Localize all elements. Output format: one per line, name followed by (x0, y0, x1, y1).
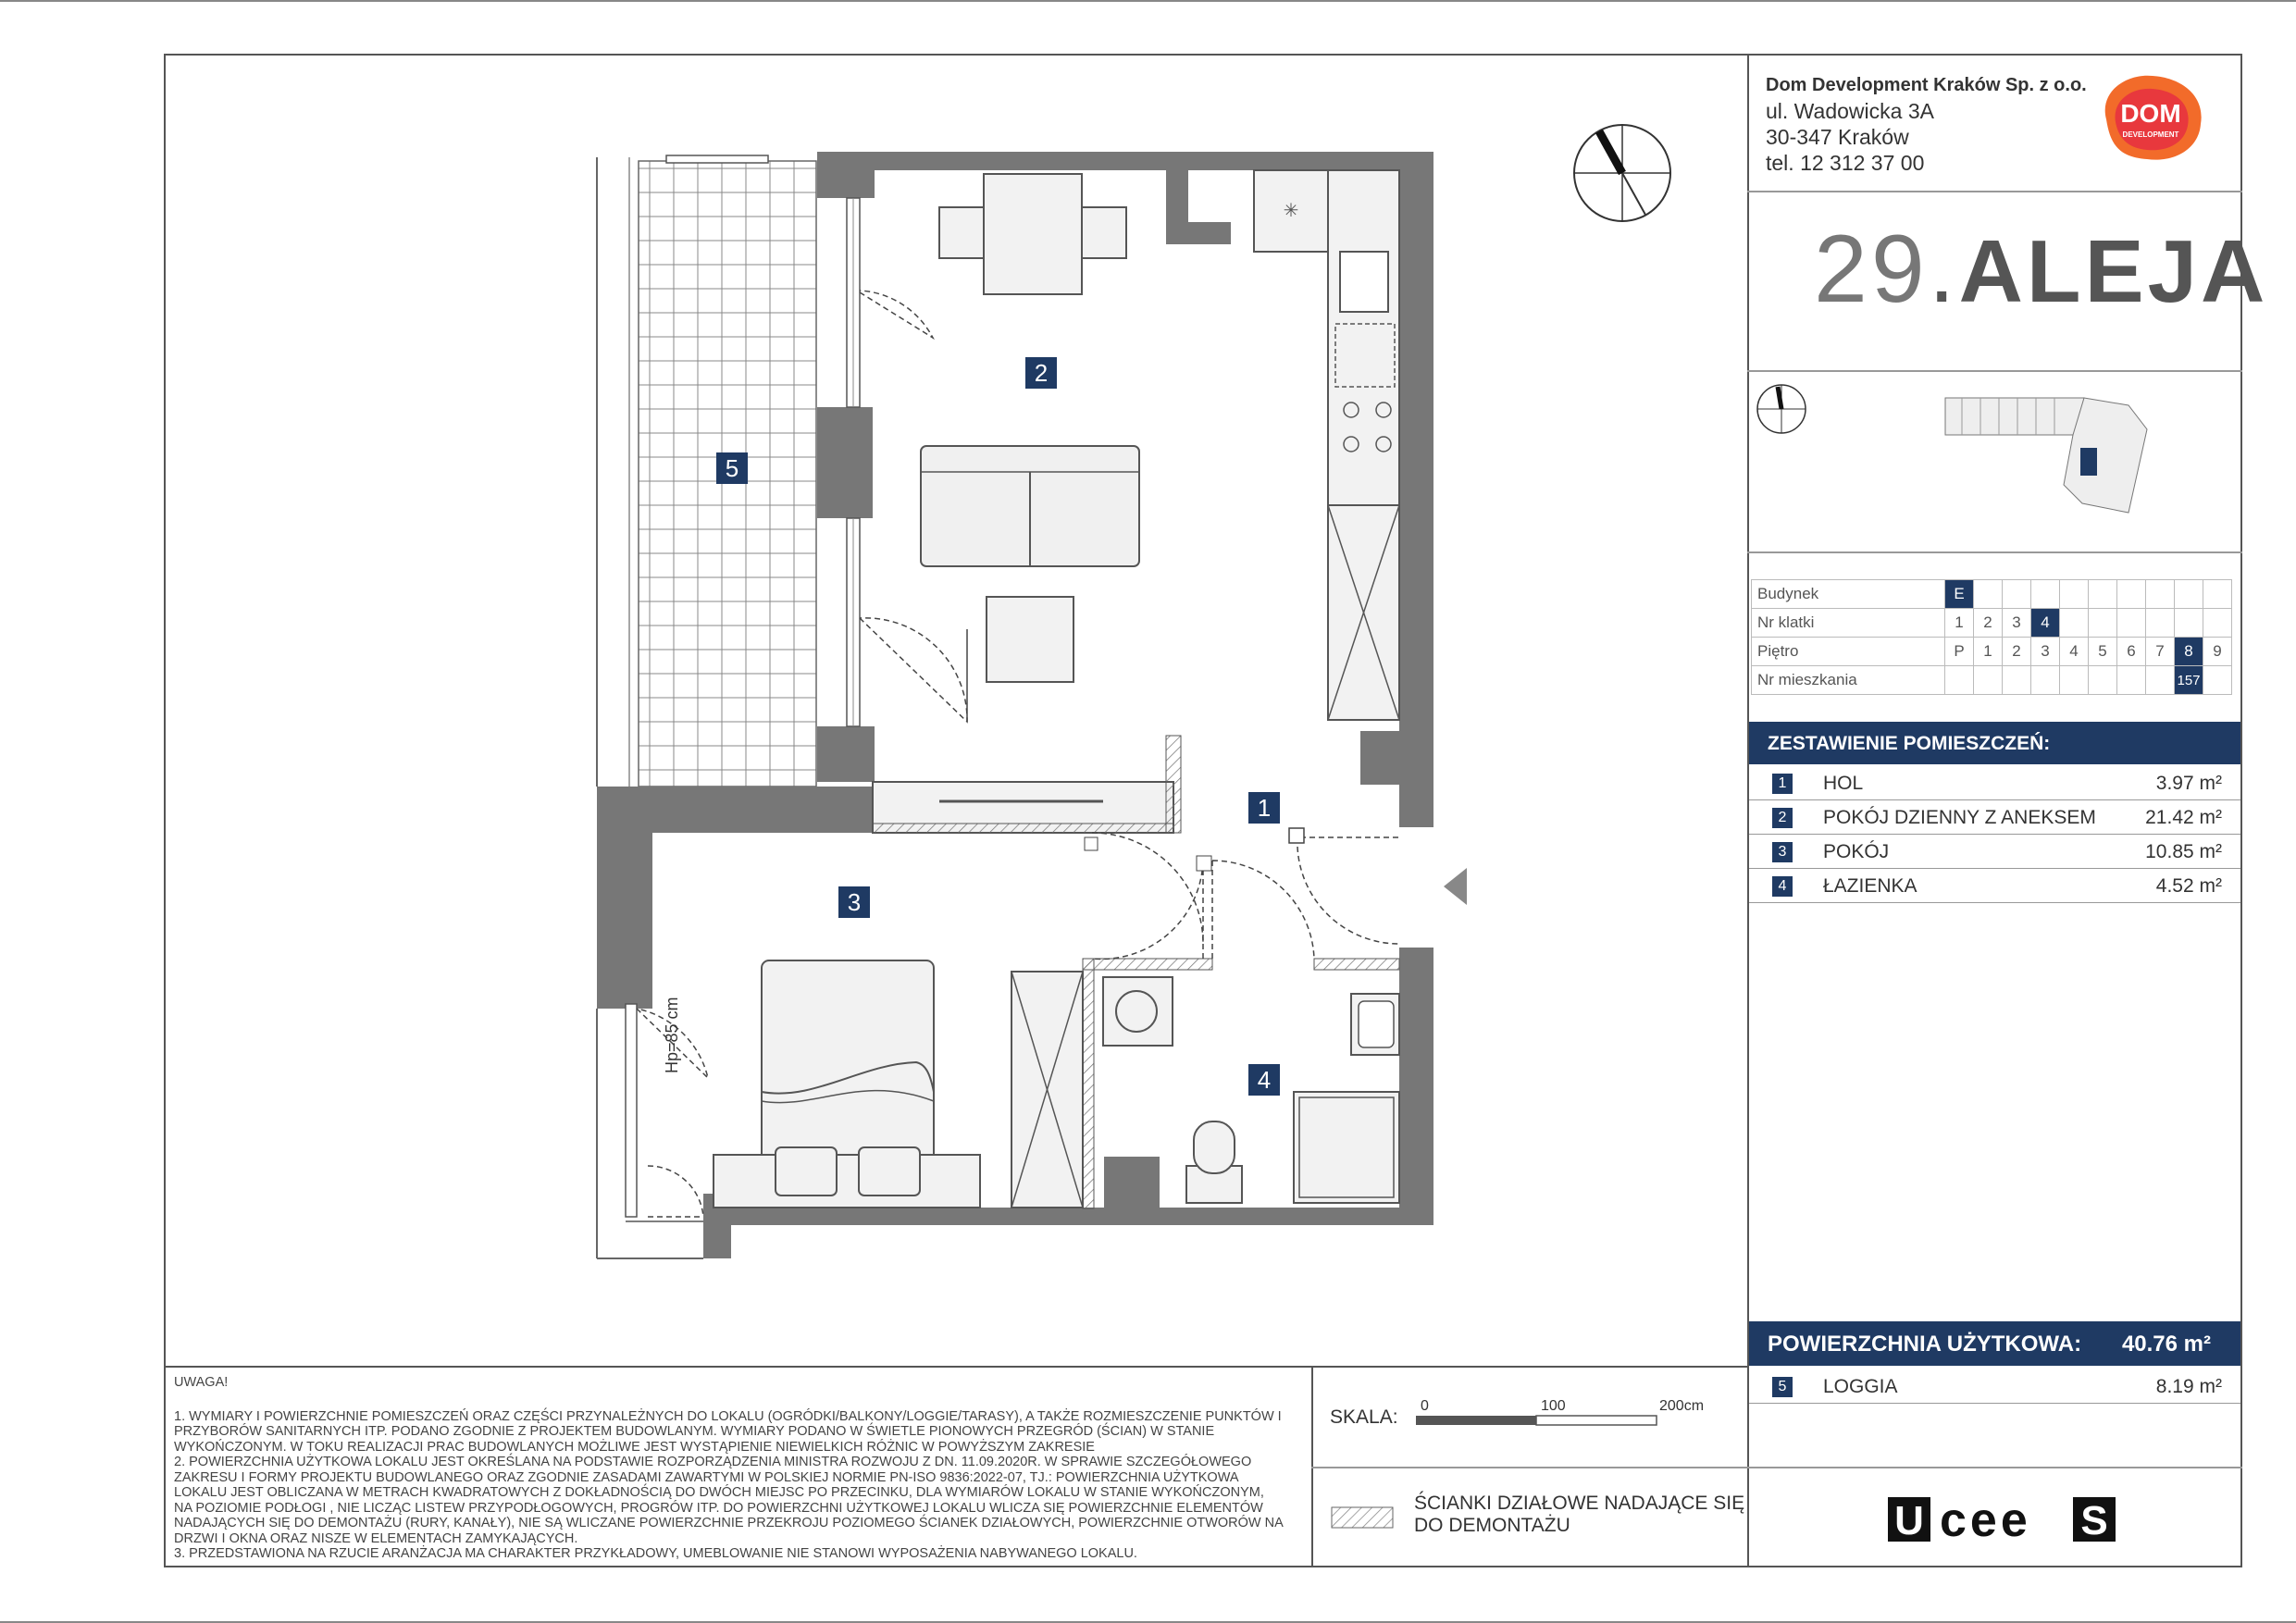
room-area: 3.97 m² (2155, 773, 2222, 794)
rooms-title-text: ZESTAWIENIE POMIESZCZEŃ: (1768, 733, 2051, 754)
disclaimer-notes (174, 1375, 1296, 1562)
room-area: 8.19 m² (2155, 1376, 2222, 1397)
legend-line: ŚCIANKI DZIAŁOWE NADAJĄCE SIĘ (1414, 1493, 1745, 1514)
room-row (1749, 835, 2240, 869)
floor-option[interactable]: 5 (2089, 638, 2117, 666)
floor-option[interactable]: P (1945, 638, 1974, 666)
room-row (1749, 766, 2240, 800)
building-value[interactable]: E (1945, 580, 1974, 609)
keyplan-compass-icon (1756, 383, 1807, 435)
company-street: ul. Wadowicka 3A (1766, 99, 1934, 123)
room-number: 3 (1772, 842, 1793, 862)
usable-area-label: POWIERZCHNIA UŻYTKOWA: (1768, 1332, 2082, 1357)
rooms-title (1749, 722, 2240, 764)
notes-line: 2. POWIERZCHNIA UŻYTKOWA LOKALU JEST OKREŚLANA NA PODSTAWIE ROZPORZĄDZENIA MINISTRA ROZWOJU Z DN. 11.09.2020R. W SPRAWIE SZCZEGÓŁOWEGO (174, 1455, 1252, 1469)
company-info (1766, 72, 2087, 176)
room-area: 21.42 m² (2145, 807, 2222, 828)
washing-machine (1103, 977, 1173, 1046)
notes-line: WYKOŃCZONYM. W TOKU REALIZACJI PRAC BUDOWLANYCH MOŻLIWE JEST WYSTĄPIENIE NIEWIELKICH RÓŻNIC W POWYŻSZYM ZAKRESIE (174, 1439, 1095, 1455)
staircase-option[interactable]: 3 (2003, 609, 2031, 638)
coffee-table (987, 597, 1074, 682)
room-number: 5 (1772, 1377, 1793, 1397)
notes-line: PRZYBORÓW SANITARNYCH ITP. PODANO ZGODNIE Z PROJEKTEM BUDOWLANYM. WYMIARY PODANO W ŚWIETLE PIONOWYCH PRZEGRÓD (ŚCIAN) W STANIE (174, 1424, 1215, 1439)
unit-selector (1751, 579, 2232, 695)
room-label-4: 4 (1248, 1064, 1280, 1096)
scale-label: SKALA: (1330, 1406, 1398, 1428)
legend-line: DO DEMONTAŻU (1414, 1515, 1570, 1536)
notes-line: NADAJĄCYCH SIĘ DO DEMONTAŻU (RURY, KANAŁY), NIE SĄ WLICZANE POWIERZCHNIE PRZEKROJU POZIOMEGO ŚCIANEK DZIAŁOWYCH, POWIERZCHNIE OTWORÓW NA (174, 1516, 1284, 1530)
building-keyplan (1943, 392, 2156, 531)
staircase-option[interactable]: 1 (1945, 609, 1974, 638)
room-label-1: 1 (1248, 792, 1280, 824)
room-number: 1 (1772, 774, 1793, 794)
room-row (1749, 869, 2240, 903)
svg-text:S: S (2080, 1498, 2108, 1543)
dining-table (984, 174, 1082, 294)
window-height-label: Hp=85 cm (663, 997, 681, 1073)
floor-option[interactable]: 7 (2146, 638, 2175, 666)
company-city: 30-347 Kraków (1766, 125, 1909, 149)
room-name: POKÓJ DZIENNY Z ANEKSEM (1823, 807, 2096, 828)
notes-line: 3. PRZEDSTAWIONA NA RZUCIE ARANŻACJA MA CHARAKTER PRZYKŁADOWY, UMEBLOWANIE NIE STANOWI WYPOSAŻENIA NABYWANEGO LOKALU. (174, 1546, 1137, 1561)
notes-line: ZAKRESU I FORMY PROJEKTU BUDOWLANEGO ORAZ ZGODNIE ZASADAMI ZAWARTYMI W POLSKIEJ NORMIE PN-ISO 9836:2022-07, TJ.: POWIERZCHNIA UŻYTKOWA (174, 1469, 1239, 1485)
shower (1294, 1092, 1399, 1203)
notes-line: 1. WYMIARY I POWIERZCHNIE POMIESZCZEŃ ORAZ CZĘŚCI PRZYNALEŻNYCH DO LOKALU (OGRÓDKI/BALKONY/LOGGIE/TARASY), A TAKŻE ROZMIESZCZENIE PUNKTÓW I (174, 1408, 1282, 1424)
staircase-row (1752, 609, 2232, 638)
scale-legend-divider (1311, 1467, 1748, 1468)
room-number: 4 (1772, 876, 1793, 897)
floor-option[interactable]: 9 (2203, 638, 2232, 666)
svg-text:✳: ✳ (1283, 201, 1299, 221)
room-label-5: 5 (716, 452, 748, 484)
panel-line (1747, 551, 2242, 553)
panel-line (1747, 191, 2242, 192)
logo-text-bottom: DEVELOPMENT (2122, 130, 2179, 139)
floor-option[interactable]: 4 (2060, 638, 2089, 666)
floor-option[interactable]: 2 (2003, 638, 2031, 666)
hatch-legend-icon (1331, 1506, 1394, 1529)
floor-option[interactable]: 3 (2031, 638, 2060, 666)
usable-area-bar (1749, 1321, 2240, 1366)
apartment-row (1752, 666, 2232, 695)
floor-label: Piętro (1752, 638, 1945, 666)
apartment-number[interactable]: 157 (2175, 666, 2203, 695)
room-name: ŁAZIENKA (1823, 875, 1917, 897)
floor-row (1752, 638, 2232, 666)
toilet (1194, 1121, 1235, 1173)
footer-logo-text: Uceees (1888, 1495, 1892, 1496)
legend-text (1414, 1493, 1744, 1537)
notes-divider (164, 1366, 1748, 1368)
room-name: HOL (1823, 773, 1864, 794)
room-name: LOGGIA (1823, 1376, 1898, 1397)
room-area: 4.52 m² (2155, 875, 2222, 897)
scale-bar (1411, 1395, 1717, 1432)
staircase-option[interactable]: 2 (1974, 609, 2003, 638)
scale-tick-100: 100 (1541, 1398, 1566, 1414)
company-name: Dom Development Kraków Sp. z o.o. (1766, 75, 2087, 95)
extra-rooms-list (1749, 1369, 2240, 1404)
staircase-label: Nr klatki (1752, 609, 1945, 638)
room-label-3: 3 (838, 886, 870, 918)
panel-line (1747, 1467, 2242, 1468)
usable-area-value: 40.76 m² (2121, 1332, 2211, 1357)
room-name: POKÓJ (1823, 841, 1890, 862)
project-logo: 29.ALEJA (1814, 216, 2269, 323)
floor-option[interactable]: 1 (1974, 638, 2003, 666)
uceees-logo (1888, 1495, 2119, 1543)
notes-line: NA POZIOMIE PODŁOGI , NIE LICZĄC LISTEW PRZYPODŁOGOWYCH, PROGRÓW ITP. DO POWIERZCHNI UŻYTKOWEJ LOKALU WLICZA SIĘ POWIERZCHNIE ELEMENTÓW (174, 1500, 1263, 1516)
scale-tick-200: 200cm (1659, 1398, 1705, 1414)
logo-text-top: DOM (2120, 99, 2181, 128)
panel-line (1747, 370, 2242, 372)
room-row (1749, 1369, 2240, 1404)
building-row (1752, 580, 2232, 609)
staircase-option-selected[interactable]: 4 (2031, 609, 2060, 638)
apartment-label: Nr mieszkania (1752, 666, 1945, 695)
project-number: 29 (1814, 216, 1929, 323)
compass-icon (1571, 122, 1673, 224)
floor-option-selected[interactable]: 8 (2175, 638, 2203, 666)
company-phone: tel. 12 312 37 00 (1766, 151, 1925, 175)
dom-development-logo (2090, 68, 2210, 165)
room-label-2: 2 (1025, 357, 1057, 389)
building-label: Budynek (1752, 580, 1945, 609)
notes-line: LOKALU JEST OBLICZANA W METRACH KWADRATOWYCH Z DOKŁADNOŚCIĄ DO DWÓCH MIEJSC PO PRZECINKU, DLA WYMIARÓW LOKALU W STANIE WYKOŃCZONYM, (174, 1485, 1264, 1500)
floor-option[interactable]: 6 (2117, 638, 2146, 666)
top-border (0, 0, 2296, 2)
svg-text:cee: cee (1940, 1495, 2031, 1543)
floor-plan (583, 148, 1471, 1286)
svg-text:U: U (1894, 1498, 1924, 1543)
room-number: 2 (1772, 808, 1793, 828)
notes-heading: UWAGA! (174, 1375, 229, 1390)
rooms-list (1749, 766, 2240, 903)
room-area: 10.85 m² (2145, 841, 2222, 862)
kitchen-counter (1328, 170, 1399, 505)
project-name: ALEJA (1958, 222, 2269, 321)
room-row (1749, 800, 2240, 835)
notes-line: DRZWI I OKNA ORAZ NISZE W ELEMENTACH ZAMYKAJĄCYCH. (174, 1530, 578, 1546)
scale-tick-0: 0 (1421, 1398, 1429, 1414)
